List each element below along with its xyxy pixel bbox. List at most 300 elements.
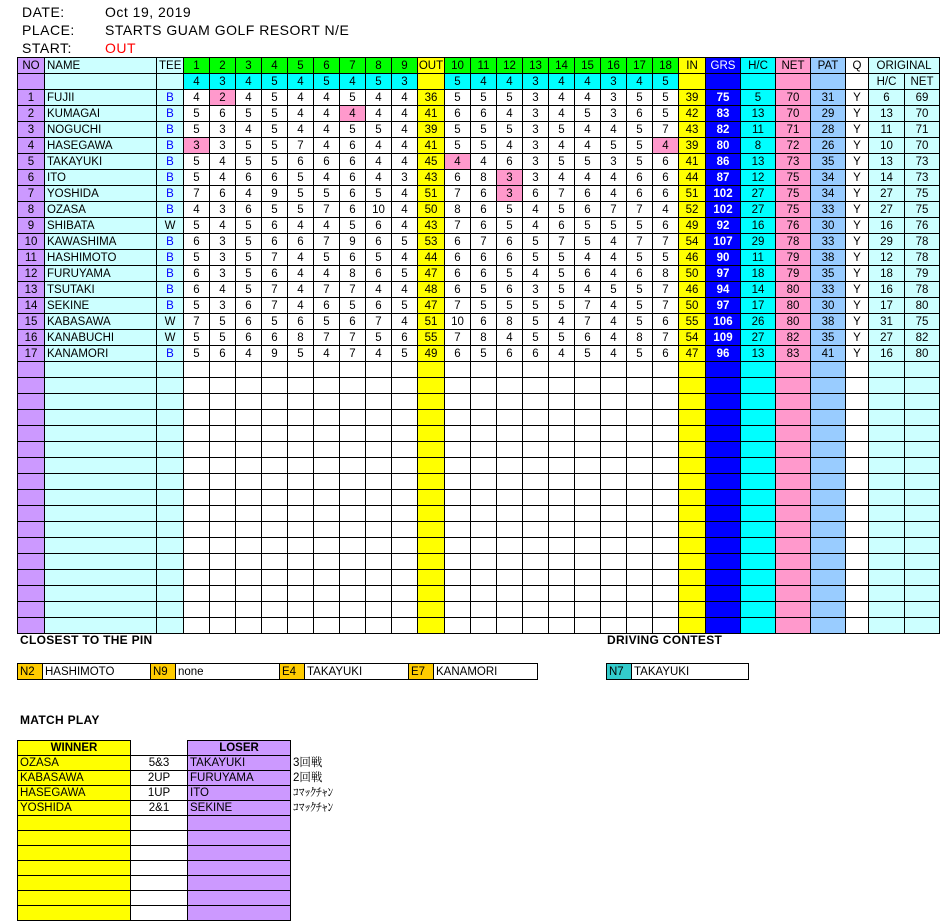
putts: 34 — [811, 186, 846, 202]
hole-score — [236, 602, 262, 618]
hole-score: 4 — [314, 90, 340, 106]
hole-score — [445, 522, 471, 538]
hole-score — [471, 538, 497, 554]
hole-score: 7 — [471, 234, 497, 250]
hole-score: 4 — [288, 266, 314, 282]
hole-score — [497, 522, 523, 538]
match-loser — [188, 861, 291, 876]
column-header: PAT — [811, 58, 846, 74]
match-table — [17, 740, 351, 921]
column-header: OUT — [418, 59, 444, 72]
original-net: 75 — [905, 186, 940, 202]
gross-score — [706, 410, 741, 426]
hole-score — [288, 458, 314, 474]
hole-score: 4 — [601, 250, 627, 266]
in-total — [679, 442, 706, 458]
out-total — [418, 586, 445, 602]
hole-score — [549, 538, 575, 554]
hole-score: 4 — [575, 282, 601, 298]
hole-score — [184, 394, 210, 410]
hole-score: 4 — [366, 154, 392, 170]
hole-score: 4 — [392, 282, 418, 298]
tee-cell — [157, 506, 184, 522]
hole-score — [366, 442, 392, 458]
putts — [811, 618, 846, 634]
hole-score: 6 — [236, 170, 262, 186]
player-name: KANAMORI — [45, 346, 157, 362]
hole-score — [445, 570, 471, 586]
tee-cell: B — [157, 298, 184, 314]
hole-score — [392, 522, 418, 538]
q-flag: Y — [846, 218, 869, 234]
hole-score: 6 — [236, 330, 262, 346]
original-hc: 31 — [869, 314, 905, 330]
net-score — [776, 554, 811, 570]
hole-score: 6 — [236, 202, 262, 218]
hole-score — [340, 586, 366, 602]
hole-score: 6 — [471, 218, 497, 234]
hole-score — [523, 522, 549, 538]
closest-title: CLOSEST TO THE PIN — [20, 633, 153, 647]
hole-score: 4 — [392, 314, 418, 330]
hole-score: 7 — [549, 186, 575, 202]
q-flag — [846, 522, 869, 538]
hole-score: 5 — [445, 122, 471, 138]
original-hc: 27 — [869, 330, 905, 346]
hole-score — [497, 570, 523, 586]
match-winner — [18, 846, 131, 861]
hole-score: 6 — [497, 234, 523, 250]
hole-score: 4 — [236, 186, 262, 202]
match-row — [18, 876, 351, 891]
hole-score — [314, 490, 340, 506]
hole-score: 4 — [288, 218, 314, 234]
hole-score — [549, 586, 575, 602]
hole-score — [184, 474, 210, 490]
hole-score — [653, 586, 679, 602]
putts — [811, 362, 846, 378]
hole-score: 5 — [575, 154, 601, 170]
row-number: 9 — [18, 218, 45, 234]
player-name — [45, 378, 157, 394]
net-score: 71 — [776, 122, 811, 138]
out-total: 47 — [418, 266, 445, 282]
closest-table — [17, 663, 538, 680]
match-result: 1UP — [131, 786, 188, 801]
column-header: Q — [846, 58, 869, 74]
out-total — [418, 378, 445, 394]
original-hc — [869, 522, 905, 538]
hole-score — [445, 474, 471, 490]
q-flag: Y — [846, 154, 869, 170]
hole-score — [314, 442, 340, 458]
row-number — [18, 458, 45, 474]
hole-score — [340, 458, 366, 474]
hole-score — [445, 618, 471, 634]
hole-score — [523, 362, 549, 378]
hole-score — [601, 362, 627, 378]
match-loser — [188, 831, 291, 846]
hole-score: 7 — [445, 330, 471, 346]
hole-score: 5 — [236, 234, 262, 250]
table-row — [18, 490, 940, 506]
hole-score — [236, 474, 262, 490]
hole-score: 7 — [653, 282, 679, 298]
hole-score: 4 — [392, 122, 418, 138]
hole-score: 7 — [549, 234, 575, 250]
hole-score: 4 — [236, 346, 262, 362]
par-cell: 3 — [523, 74, 549, 90]
hole-score: 6 — [340, 154, 366, 170]
player-name — [45, 602, 157, 618]
hole-score: 4 — [314, 346, 340, 362]
match-result — [131, 831, 188, 846]
tee-cell: B — [157, 250, 184, 266]
original-hc — [869, 490, 905, 506]
closest-name-1: HASHIMOTO — [43, 664, 151, 680]
hole-score: 5 — [523, 330, 549, 346]
row-number: 11 — [18, 250, 45, 266]
hole-score: 6 — [262, 330, 288, 346]
hole-score: 6 — [262, 170, 288, 186]
match-result: 2&1 — [131, 801, 188, 816]
hole-score — [471, 458, 497, 474]
hole-score — [627, 490, 653, 506]
original-net-header: NET — [905, 74, 940, 90]
tee-cell — [157, 538, 184, 554]
hole-score — [366, 522, 392, 538]
hole-score: 6 — [236, 298, 262, 314]
hole-score: 6 — [497, 346, 523, 362]
hole-score: 7 — [314, 234, 340, 250]
gross-score: 97 — [706, 298, 741, 314]
hole-score — [445, 442, 471, 458]
hole-score — [314, 474, 340, 490]
hole-score — [653, 490, 679, 506]
player-name: TSUTAKI — [45, 282, 157, 298]
hole-score — [288, 378, 314, 394]
putts — [811, 586, 846, 602]
hole-score: 5 — [340, 122, 366, 138]
in-total: 44 — [679, 170, 706, 186]
hole-score — [262, 474, 288, 490]
gross-score: 80 — [706, 138, 741, 154]
hole-score: 6 — [184, 266, 210, 282]
hole-score — [653, 426, 679, 442]
hole-score — [549, 426, 575, 442]
original-hc-header: H/C — [869, 74, 905, 90]
hole-score: 5 — [184, 250, 210, 266]
hole-score: 5 — [575, 234, 601, 250]
hole-score — [262, 442, 288, 458]
hole-score: 4 — [288, 106, 314, 122]
hole-score: 5 — [523, 234, 549, 250]
original-net: 75 — [905, 314, 940, 330]
hole-score — [236, 410, 262, 426]
hole-score — [314, 522, 340, 538]
match-winner: KABASAWA — [18, 771, 131, 786]
out-total — [418, 618, 445, 634]
hole-score: 7 — [288, 138, 314, 154]
hole-score — [445, 602, 471, 618]
hole-score — [340, 394, 366, 410]
hole-score — [575, 378, 601, 394]
hole-score — [497, 602, 523, 618]
column-header: 13 — [523, 58, 549, 74]
hole-score: 8 — [471, 170, 497, 186]
out-total — [418, 426, 445, 442]
putts — [811, 458, 846, 474]
net-score: 75 — [776, 202, 811, 218]
hole-score: 7 — [653, 298, 679, 314]
hole-score: 5 — [627, 314, 653, 330]
original-net — [905, 378, 940, 394]
player-name: YOSHIDA — [45, 186, 157, 202]
hole-score: 4 — [549, 170, 575, 186]
winner-header: WINNER — [18, 741, 131, 756]
handicap: 11 — [741, 250, 776, 266]
row-number: 6 — [18, 170, 45, 186]
hole-score — [653, 570, 679, 586]
column-header: 8 — [366, 58, 392, 74]
hole-score — [445, 586, 471, 602]
out-total — [418, 394, 445, 410]
hole-score: 5 — [262, 122, 288, 138]
handicap: 27 — [741, 202, 776, 218]
gross-score — [706, 474, 741, 490]
hole-score — [184, 522, 210, 538]
original-hc — [869, 538, 905, 554]
hole-score: 4 — [471, 154, 497, 170]
original-net: 70 — [905, 106, 940, 122]
in-total — [679, 458, 706, 474]
column-header: 11 — [471, 58, 497, 74]
hole-score: 5 — [497, 218, 523, 234]
out-total — [418, 570, 445, 586]
tee-cell — [157, 618, 184, 634]
tee-cell — [157, 394, 184, 410]
handicap — [741, 474, 776, 490]
hole-score: 3 — [523, 90, 549, 106]
net-score — [776, 618, 811, 634]
hole-score: 5 — [236, 218, 262, 234]
hole-score — [497, 474, 523, 490]
net-score — [776, 410, 811, 426]
in-total — [679, 554, 706, 570]
handicap — [741, 378, 776, 394]
original-net — [905, 602, 940, 618]
hole-score — [549, 490, 575, 506]
handicap — [741, 602, 776, 618]
hole-score: 6 — [262, 218, 288, 234]
hole-score: 5 — [627, 122, 653, 138]
hole-score — [497, 618, 523, 634]
hole-score: 4 — [314, 170, 340, 186]
hole-score — [627, 394, 653, 410]
gross-score — [706, 394, 741, 410]
hole-score — [210, 602, 236, 618]
hole-score: 5 — [471, 298, 497, 314]
hole-score: 6 — [653, 218, 679, 234]
table-row — [18, 474, 940, 490]
hole-score — [392, 554, 418, 570]
hole-score: 8 — [497, 314, 523, 330]
hole-score: 5 — [236, 106, 262, 122]
hole-score: 4 — [210, 170, 236, 186]
column-header: 14 — [549, 58, 575, 74]
out-total — [418, 474, 445, 490]
start-value: OUT — [105, 40, 137, 56]
hole-score: 7 — [314, 282, 340, 298]
original-net — [905, 362, 940, 378]
match-note — [291, 876, 351, 891]
hole-score: 4 — [236, 90, 262, 106]
player-name: ITO — [45, 170, 157, 186]
hole-score: 5 — [392, 234, 418, 250]
hole-score — [653, 410, 679, 426]
hole-score — [184, 426, 210, 442]
table-row — [18, 202, 940, 218]
in-total: 50 — [679, 266, 706, 282]
hole-score — [601, 458, 627, 474]
handicap: 13 — [741, 106, 776, 122]
closest-name-3: TAKAYUKI — [305, 664, 409, 680]
original-hc — [869, 426, 905, 442]
hole-score: 6 — [392, 330, 418, 346]
hole-score — [392, 602, 418, 618]
par-cell: 3 — [601, 74, 627, 90]
putts — [811, 538, 846, 554]
hole-score — [210, 538, 236, 554]
hole-score — [288, 554, 314, 570]
hole-score: 5 — [549, 282, 575, 298]
in-total: 39 — [679, 90, 706, 106]
tee-cell: W — [157, 218, 184, 234]
hole-score: 4 — [392, 90, 418, 106]
hole-score: 4 — [523, 266, 549, 282]
handicap: 13 — [741, 346, 776, 362]
hole-score — [523, 602, 549, 618]
net-score — [776, 426, 811, 442]
hole-score: 6 — [471, 202, 497, 218]
gross-score — [706, 442, 741, 458]
par-cell: 4 — [471, 74, 497, 90]
hole-score: 6 — [653, 170, 679, 186]
hole-score — [523, 538, 549, 554]
hole-score: 7 — [445, 298, 471, 314]
putts: 33 — [811, 282, 846, 298]
hole-score — [236, 378, 262, 394]
hole-score — [340, 378, 366, 394]
start-label: START: — [22, 40, 72, 56]
match-row — [18, 816, 351, 831]
hole-score: 4 — [366, 90, 392, 106]
hole-score — [210, 410, 236, 426]
hole-score — [314, 570, 340, 586]
hole-score — [184, 618, 210, 634]
out-total — [418, 458, 445, 474]
hole-score: 3 — [210, 138, 236, 154]
hole-score: 7 — [314, 330, 340, 346]
in-total: 54 — [679, 330, 706, 346]
hole-score — [262, 490, 288, 506]
gross-score: 94 — [706, 282, 741, 298]
row-number: 4 — [18, 138, 45, 154]
hole-score — [601, 378, 627, 394]
hole-score — [445, 538, 471, 554]
column-header: H/C — [741, 58, 776, 74]
out-total: 48 — [418, 282, 445, 298]
column-header: 1 — [184, 58, 210, 74]
hole-score — [523, 410, 549, 426]
hole-score: 5 — [262, 154, 288, 170]
hole-score: 4 — [601, 170, 627, 186]
hole-score — [314, 618, 340, 634]
hole-score: 4 — [601, 298, 627, 314]
column-header: 5 — [288, 58, 314, 74]
player-name: KUMAGAI — [45, 106, 157, 122]
hole-score: 4 — [601, 234, 627, 250]
hole-score — [288, 538, 314, 554]
hole-score — [575, 618, 601, 634]
in-total: 47 — [679, 346, 706, 362]
putts — [811, 410, 846, 426]
gross-score: 109 — [706, 330, 741, 346]
driving-tag-1: N7 — [607, 664, 632, 680]
hole-score: 3 — [184, 138, 210, 154]
hole-score — [366, 618, 392, 634]
player-name — [45, 426, 157, 442]
hole-score — [236, 586, 262, 602]
player-name — [45, 570, 157, 586]
hole-score: 5 — [549, 330, 575, 346]
hole-score — [262, 554, 288, 570]
hole-score — [366, 394, 392, 410]
out-total: 36 — [418, 90, 445, 106]
hole-score — [210, 426, 236, 442]
original-net — [905, 442, 940, 458]
row-number: 10 — [18, 234, 45, 250]
hole-score — [340, 522, 366, 538]
hole-score: 6 — [210, 186, 236, 202]
hole-score: 5 — [627, 138, 653, 154]
hole-score — [627, 474, 653, 490]
handicap — [741, 618, 776, 634]
row-number: 16 — [18, 330, 45, 346]
match-result — [131, 891, 188, 906]
hole-score — [184, 602, 210, 618]
hole-score: 5 — [549, 298, 575, 314]
match-note: ｺﾏｯｸﾁｬﾝ — [293, 802, 334, 814]
hole-score: 6 — [288, 154, 314, 170]
hole-score — [392, 618, 418, 634]
closest-name-2: none — [176, 664, 280, 680]
tee-cell: B — [157, 106, 184, 122]
hole-score — [340, 490, 366, 506]
hole-score: 7 — [445, 186, 471, 202]
match-result: 2UP — [131, 771, 188, 786]
net-score — [776, 586, 811, 602]
hole-score: 5 — [471, 346, 497, 362]
row-number — [18, 362, 45, 378]
gross-score: 92 — [706, 218, 741, 234]
hole-score: 5 — [184, 298, 210, 314]
hole-score — [497, 538, 523, 554]
table-row — [18, 138, 940, 154]
q-flag: Y — [846, 138, 869, 154]
hole-score: 4 — [392, 186, 418, 202]
par-cell: 3 — [210, 74, 236, 90]
